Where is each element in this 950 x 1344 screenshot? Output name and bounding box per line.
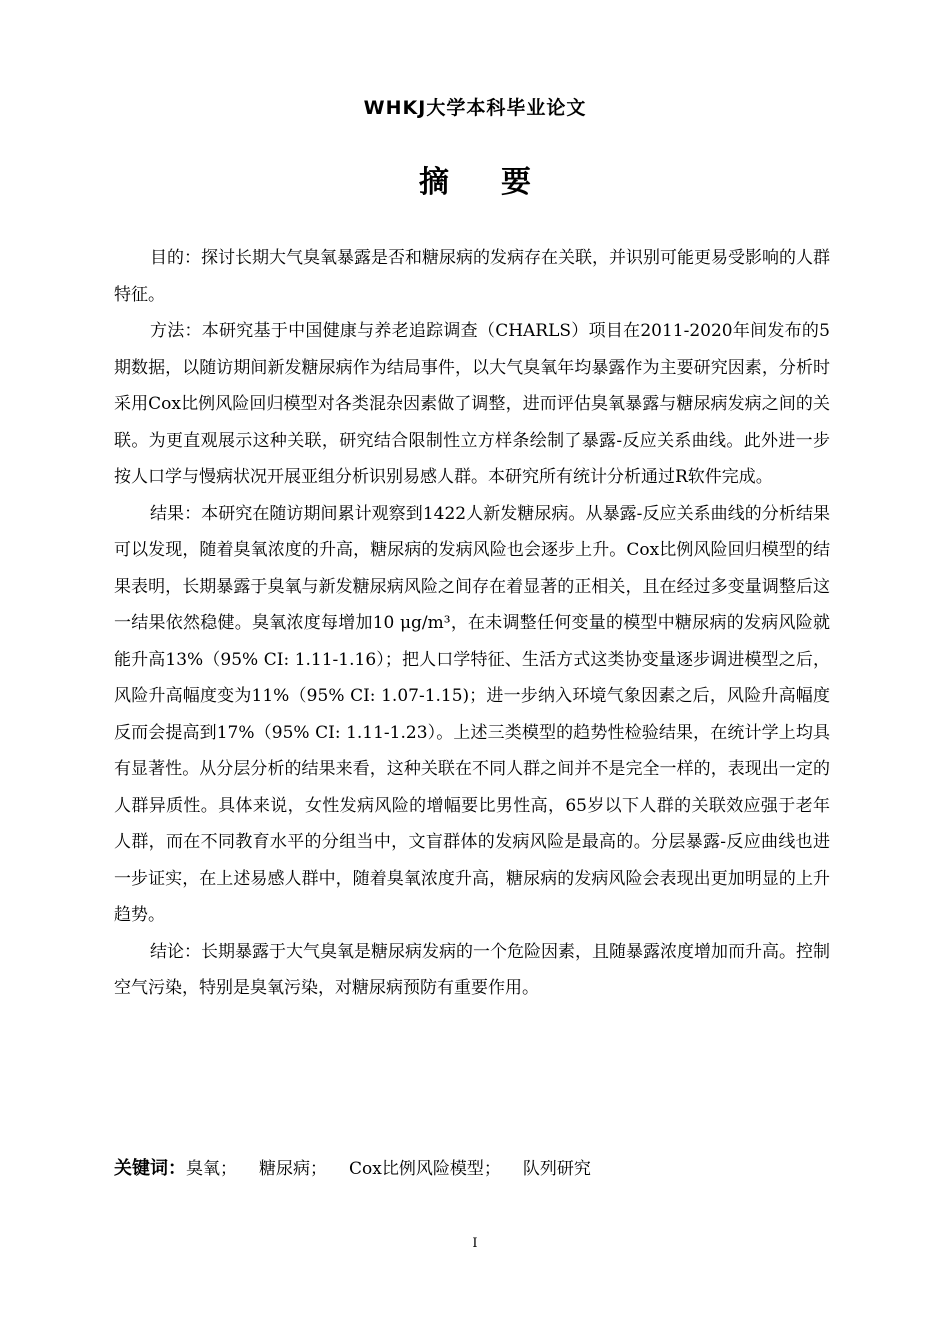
keyword-item: 队列研究 xyxy=(522,1159,591,1179)
keywords-line xyxy=(114,1154,830,1184)
abstract-paragraph-methods: 方法：本研究基于中国健康与养老追踪调查（CHARLS）项目在2011-2020年间发布的5期数据，以随访期间新发糖尿病作为结局事件，以大气臭氧年均暴露作为主要研究因素，分析时采用Cox比例风险回归模型对各类混杂因素做了调整，进而评估臭氧暴露与糖尿病发病之间的关联。为更直观展示这种关联，研究结合限制性立方样条绘制了暴露-反应关系曲线。此外进一步按人口学与慢病状况开展亚组分析识别易感人群。本研究所有统计分析通过R软件完成。 xyxy=(114,321,830,487)
page-number: I xyxy=(472,1236,478,1251)
thesis-header-title: WHKJ大学本科毕业论文 xyxy=(363,97,587,119)
keyword-item: 臭氧； xyxy=(186,1159,237,1179)
abstract-paragraph-conclusion: 结论：长期暴露于大气臭氧是糖尿病发病的一个危险因素，且随暴露浓度增加而升高。控制空气污染，特别是臭氧污染，对糖尿病预防有重要作用。 xyxy=(114,941,830,998)
abstract-paragraph-results: 结果：本研究在随访期间累计观察到1422人新发糖尿病。从暴露-反应关系曲线的分析结果可以发现，随着臭氧浓度的升高，糖尿病的发病风险也会逐步上升。Cox比例风险回归模型的结果表明，长期暴露于臭氧与新发糖尿病风险之间存在着显著的正相关，且在经过多变量调整后这一结果依然稳健。臭氧浓度每增加10 μg/m³，在未调整任何变量的模型中糖尿病的发病风险就能升高13%（95% CI: 1.11-1.16）；把人口学特征、生活方式这类协变量逐步调进模型之后，风险升高幅度变为11%（95% CI: 1.07-1.15)；进一步纳入环境气象因素之后，风险升高幅度反而会提高到17%（95% CI: 1.11-1.23）。上述三类模型的趋势性检验结果，在统计学上均具有显著性。从分层分析的结果来看，这种关联在不同人群之间并不是完全一样的，表现出一定的人群异质性。具体来说，女性发病风险的增幅要比男性高，65岁以下人群的关联效应强于老年人群，而在不同教育水平的分组当中，文盲群体的发病风险是最高的。分层暴露-反应曲线也进一步证实，在上述易感人群中，随着臭氧浓度升高，糖尿病的发病风险会表现出更加明显的上升趋势。 xyxy=(114,503,830,925)
keywords-label: 关键词： xyxy=(114,1158,186,1179)
keyword-item: 糖尿病； xyxy=(259,1159,327,1179)
abstract-body xyxy=(114,240,830,1007)
abstract-heading: 摘要 xyxy=(419,165,583,200)
keyword-item: Cox比例风险模型； xyxy=(349,1159,501,1179)
abstract-paragraph-objective: 目的：探讨长期大气臭氧暴露是否和糖尿病的发病存在关联，并识别可能更易受影响的人群特征。 xyxy=(114,248,830,305)
